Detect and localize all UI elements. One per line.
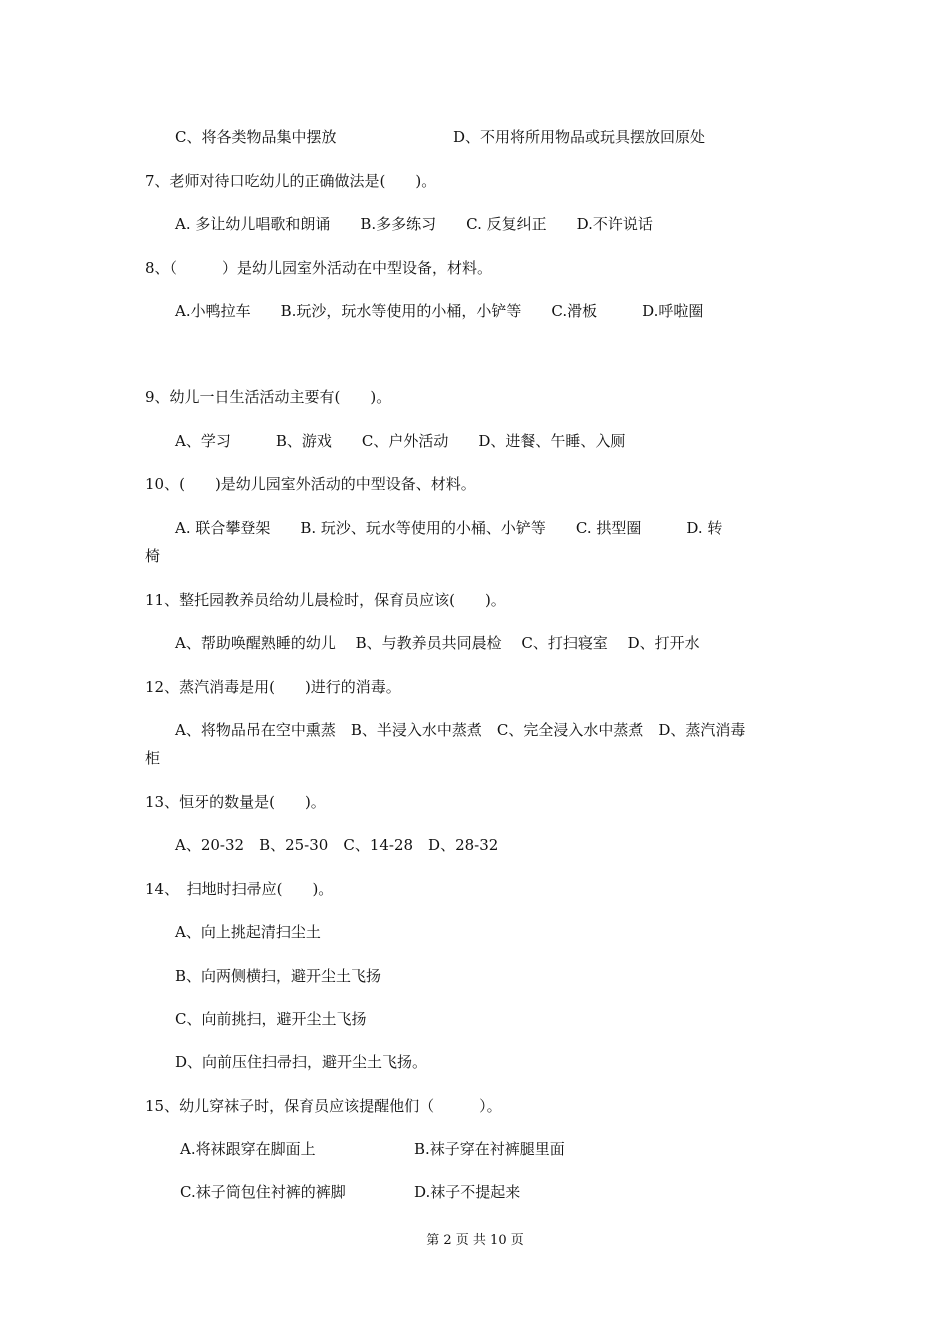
question-9-options: A、学习 B、游戏 C、户外活动 D、进餐、午睡、入厕 xyxy=(175,432,626,450)
question-14-option-b: B、向两侧横扫，避开尘土飞扬 xyxy=(175,967,382,985)
question-12-options: A、将物品吊在空中熏蒸 B、半浸入水中蒸煮 C、完全浸入水中蒸煮 D、蒸汽消毒 xyxy=(175,721,746,739)
question-11-options: A、帮助唤醒熟睡的幼儿 B、与教养员共同晨检 C、打扫寝室 D、打开水 xyxy=(175,634,700,652)
question-15: 15、幼儿穿袜子时，保育员应该提醒他们（ ）。 xyxy=(145,1097,502,1115)
question-10-options: A. 联合攀登架 B. 玩沙、玩水等使用的小桶、小铲等 C. 拱型圈 D. 转 xyxy=(175,519,723,537)
question-9: 9、幼儿一日生活活动主要有( )。 xyxy=(145,388,392,406)
question-14-option-a: A、向上挑起清扫尘土 xyxy=(175,923,321,941)
question-7-options: A. 多让幼儿唱歌和朗诵 B.多多练习 C. 反复纠正 D.不许说话 xyxy=(175,215,653,233)
question-15-option-b: B.袜子穿在衬裤腿里面 xyxy=(414,1140,565,1158)
question-7: 7、老师对待口吃幼儿的正确做法是( )。 xyxy=(145,172,437,190)
question-14-option-c: C、向前挑扫，避开尘土飞扬 xyxy=(175,1010,367,1028)
q6-option-d: D、不用将所用物品或玩具摆放回原处 xyxy=(453,128,706,146)
question-13-options: A、20-32 B、25-30 C、14-28 D、28-32 xyxy=(175,836,499,854)
q6-option-c: C、将各类物品集中摆放 xyxy=(175,128,337,146)
question-14-option-d: D、向前压住扫帚扫，避开尘土飞扬。 xyxy=(175,1053,428,1071)
question-14: 14、 扫地时扫帚应( )。 xyxy=(145,880,334,898)
question-12-options-wrap: 柜 xyxy=(145,749,161,767)
question-15-option-c: C.袜子筒包住衬裤的裤脚 xyxy=(180,1183,346,1201)
question-8-options: A.小鸭拉车 B.玩沙，玩水等使用的小桶，小铲等 C.滑板 D.呼啦圈 xyxy=(175,302,704,320)
question-15-option-d: D.袜子不提起来 xyxy=(414,1183,521,1201)
question-10: 10、( )是幼儿园室外活动的中型设备、材料。 xyxy=(145,475,476,493)
page-footer: 第 2 页 共 10 页 xyxy=(426,1233,524,1248)
question-8: 8、（ ）是幼儿园室外活动在中型设备，材料。 xyxy=(145,259,493,277)
question-13: 13、恒牙的数量是( )。 xyxy=(145,793,326,811)
question-15-option-a: A.将袜跟穿在脚面上 xyxy=(180,1140,316,1158)
question-12: 12、蒸汽消毒是用( )进行的消毒。 xyxy=(145,678,401,696)
question-11: 11、整托园教养员给幼儿晨检时，保育员应该( )。 xyxy=(145,591,506,609)
question-10-options-wrap: 椅 xyxy=(145,547,161,565)
